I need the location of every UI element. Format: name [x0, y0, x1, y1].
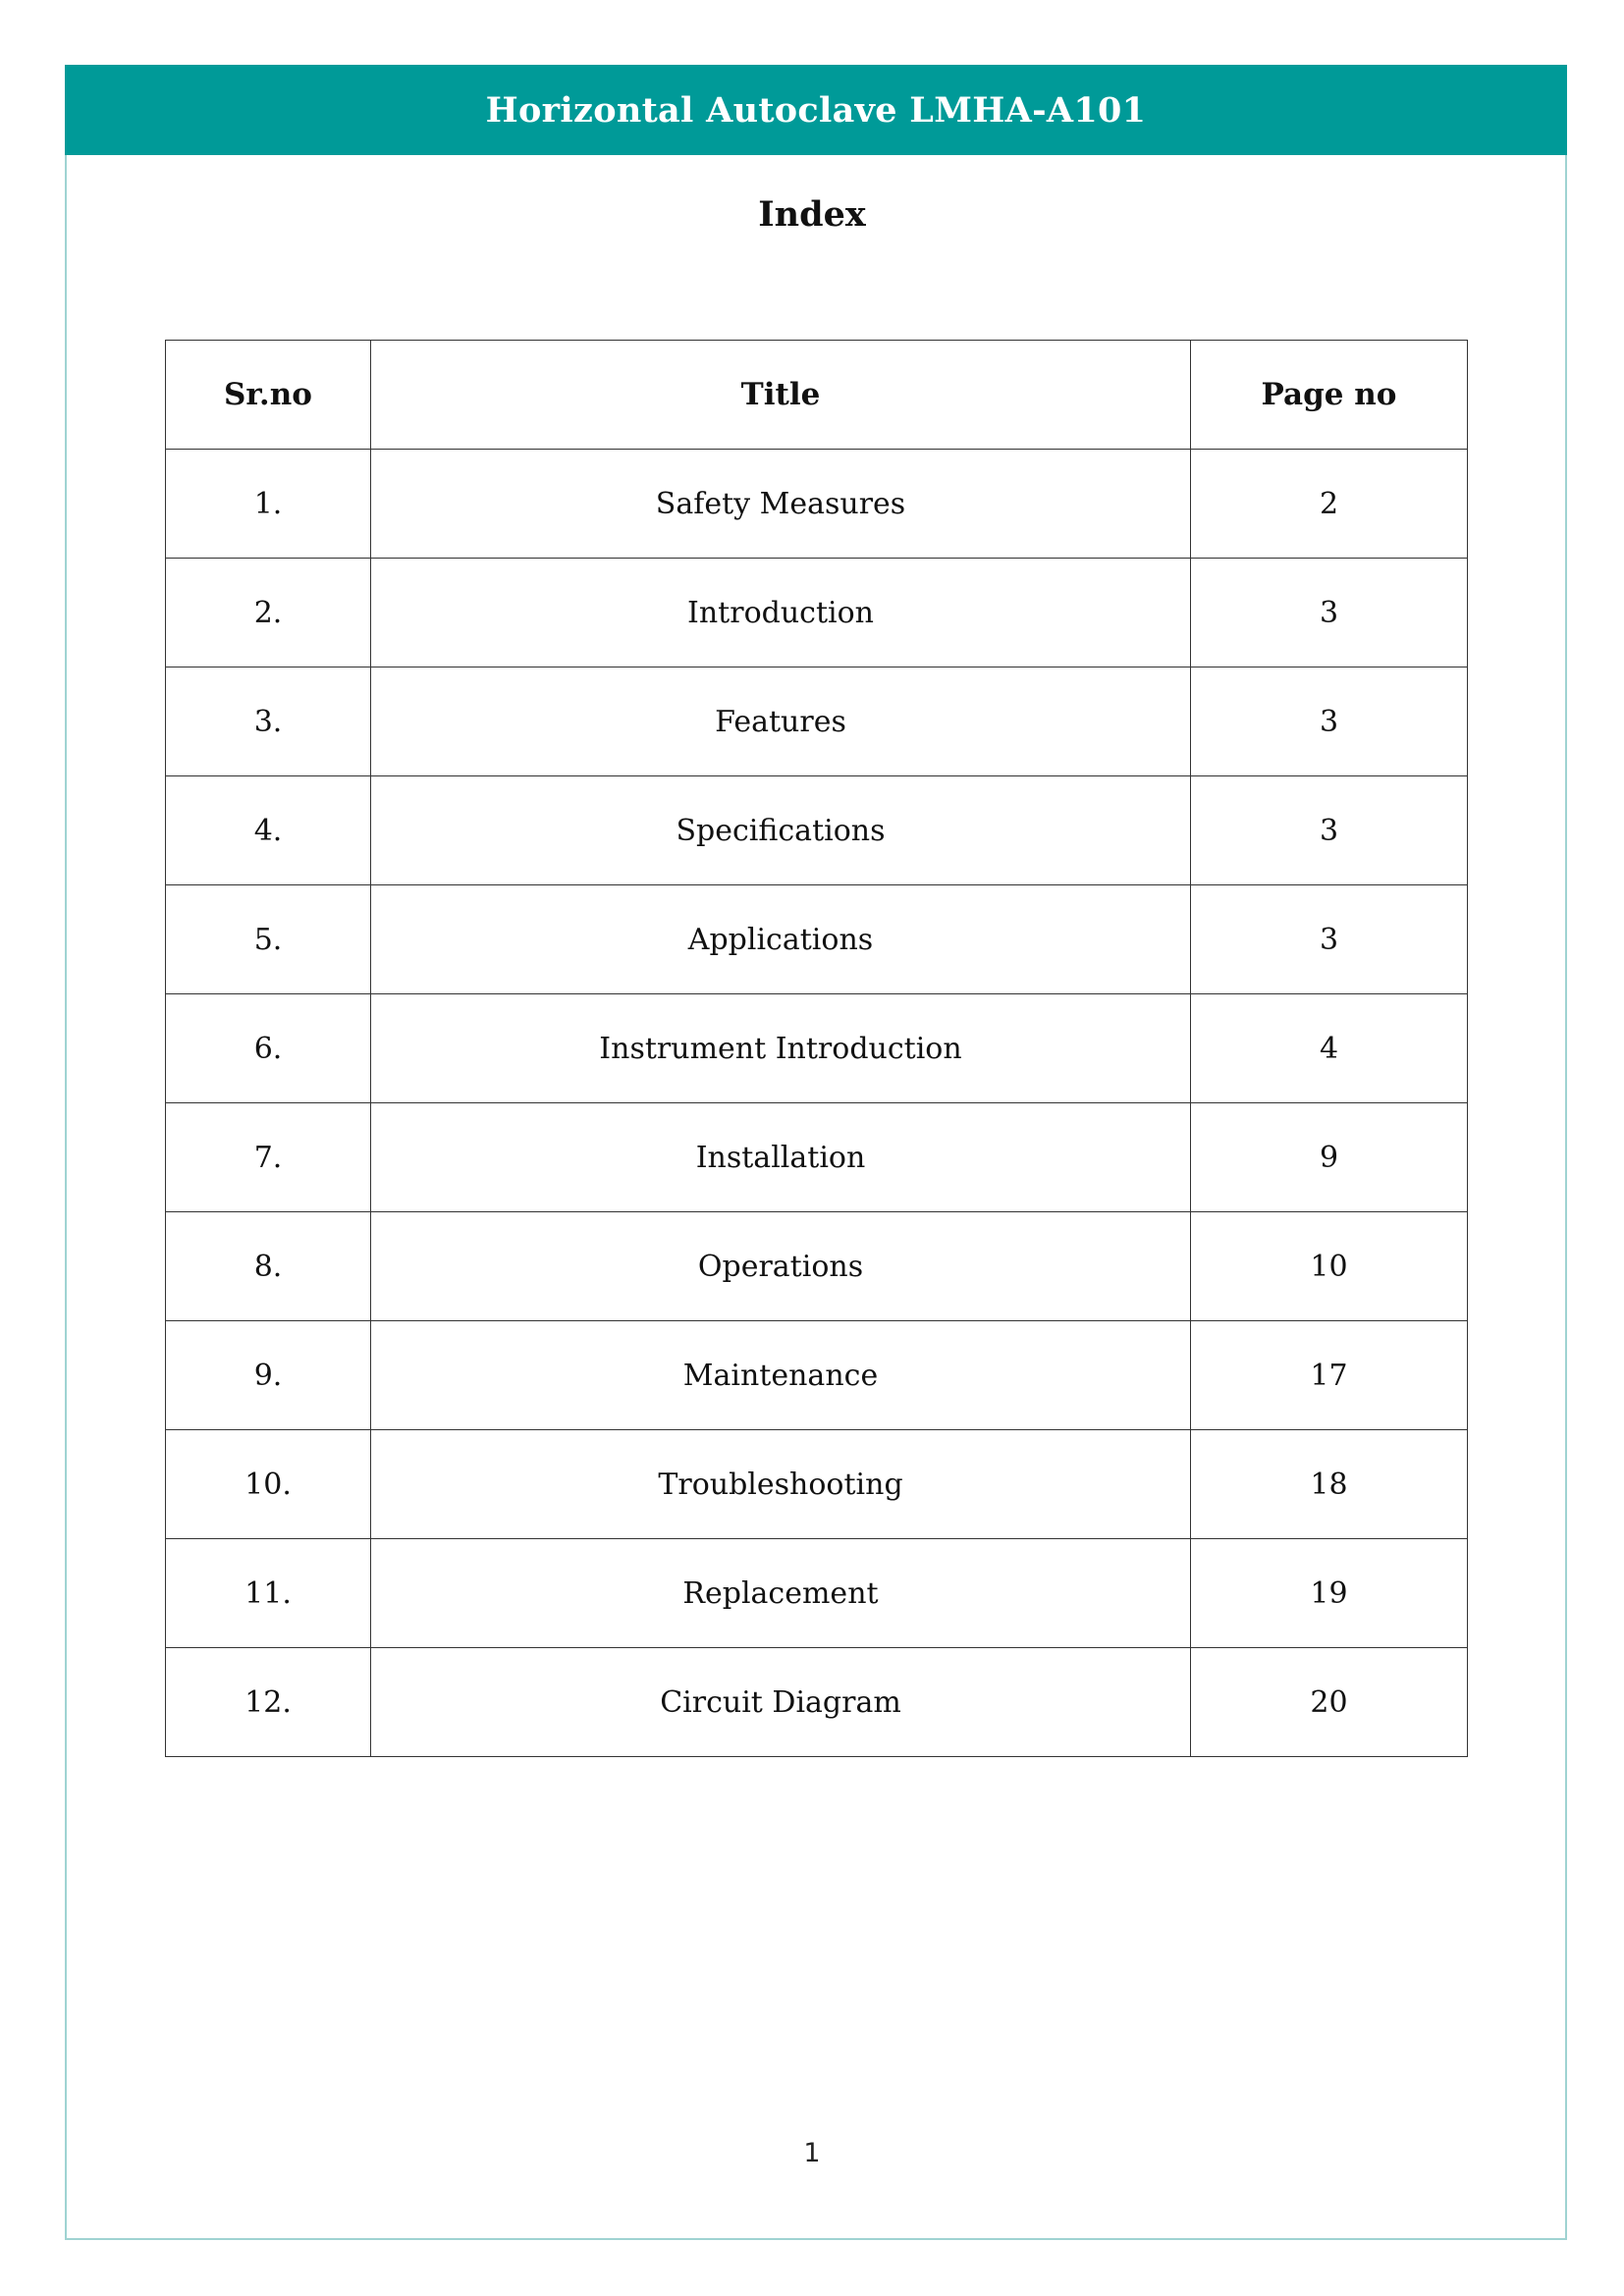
header-bar	[65, 65, 1567, 155]
cell-srno: 11.	[166, 1539, 371, 1648]
table-row	[166, 450, 1468, 559]
cell-title: Circuit Diagram	[371, 1648, 1191, 1757]
cell-page: 18	[1191, 1430, 1468, 1539]
table-row	[166, 885, 1468, 994]
index-heading: Index	[758, 194, 866, 235]
cell-page: 10	[1191, 1212, 1468, 1321]
cell-srno: 5.	[166, 885, 371, 994]
cell-title: Applications	[371, 885, 1191, 994]
cell-page: 3	[1191, 667, 1468, 776]
cell-title: Features	[371, 667, 1191, 776]
cell-title: Replacement	[371, 1539, 1191, 1648]
column-header-srno: Sr.no	[166, 341, 371, 450]
cell-page: 3	[1191, 776, 1468, 885]
table-row	[166, 667, 1468, 776]
table-row	[166, 1321, 1468, 1430]
cell-title: Installation	[371, 1103, 1191, 1212]
cell-srno: 10.	[166, 1430, 371, 1539]
cell-title: Safety Measures	[371, 450, 1191, 559]
cell-srno: 12.	[166, 1648, 371, 1757]
cell-title: Operations	[371, 1212, 1191, 1321]
table-header-row	[166, 341, 1468, 450]
table-row	[166, 1212, 1468, 1321]
cell-srno: 6.	[166, 994, 371, 1103]
table-row	[166, 776, 1468, 885]
cell-page: 3	[1191, 559, 1468, 667]
cell-title: Troubleshooting	[371, 1430, 1191, 1539]
cell-srno: 8.	[166, 1212, 371, 1321]
cell-title: Instrument Introduction	[371, 994, 1191, 1103]
cell-page: 20	[1191, 1648, 1468, 1757]
page-number: 1	[803, 2138, 821, 2168]
table-row	[166, 1648, 1468, 1757]
table-row	[166, 559, 1468, 667]
cell-title: Specifications	[371, 776, 1191, 885]
cell-title: Introduction	[371, 559, 1191, 667]
cell-srno: 9.	[166, 1321, 371, 1430]
cell-page: 2	[1191, 450, 1468, 559]
cell-srno: 7.	[166, 1103, 371, 1212]
cell-srno: 3.	[166, 667, 371, 776]
cell-srno: 2.	[166, 559, 371, 667]
cell-srno: 4.	[166, 776, 371, 885]
cell-page: 19	[1191, 1539, 1468, 1648]
index-table	[165, 340, 1468, 1757]
table-row	[166, 994, 1468, 1103]
cell-page: 3	[1191, 885, 1468, 994]
column-header-pageno: Page no	[1191, 341, 1468, 450]
cell-srno: 1.	[166, 450, 371, 559]
table-row	[166, 1430, 1468, 1539]
document-title: Horizontal Autoclave LMHA-A101	[485, 89, 1147, 131]
cell-page: 9	[1191, 1103, 1468, 1212]
column-header-title: Title	[371, 341, 1191, 450]
table-row	[166, 1539, 1468, 1648]
cell-title: Maintenance	[371, 1321, 1191, 1430]
table-row	[166, 1103, 1468, 1212]
cell-page: 17	[1191, 1321, 1468, 1430]
cell-page: 4	[1191, 994, 1468, 1103]
